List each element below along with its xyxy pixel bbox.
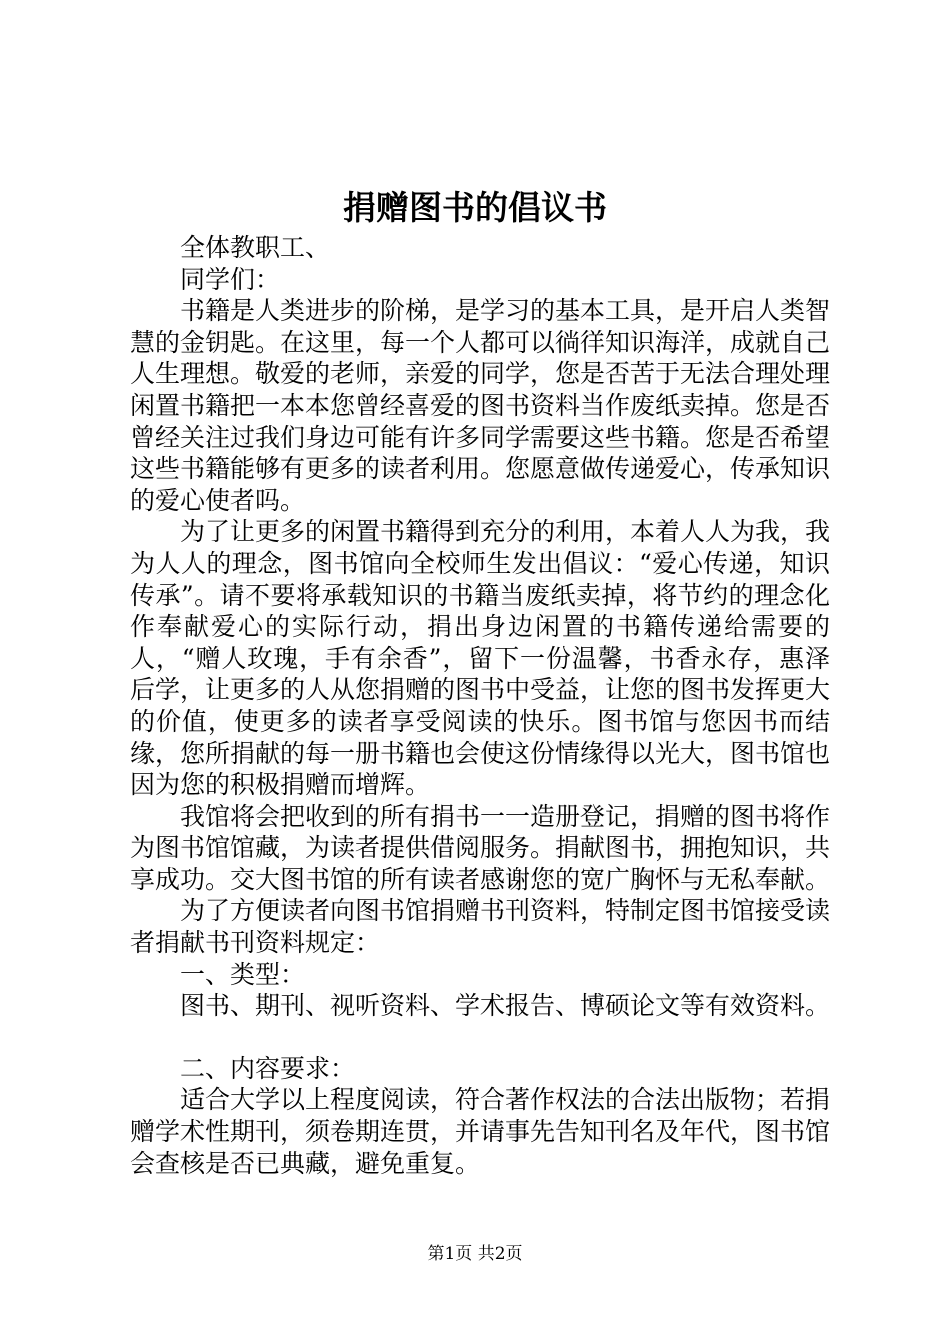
paragraph-registration: 我馆将会把收到的所有捐书一一造册登记，捐赠的图书将作为图书馆馆藏，为读者提供借阅服务。捐献图书，拥抱知识，共享成功。交大图书馆的所有读者感谢您的宽广胸怀与无私奉献。	[130, 801, 831, 894]
paragraph-type-list: 图书、期刊、视听资料、学术报告、博硕论文等有效资料。	[180, 991, 831, 1021]
document-title: 捐赠图书的倡议书	[343, 188, 607, 227]
section-heading-content: 二、内容要求：	[180, 1053, 356, 1083]
paragraph-content-requirements: 适合大学以上程度阅读，符合著作权法的合法出版物；若捐赠学术性期刊，须卷期连贯，并请事先告知刊名及年代，图书馆会查核是否已典藏，避免重复。	[130, 1085, 831, 1178]
section-heading-type: 一、类型：	[180, 959, 306, 989]
paragraph-proposal: 为了让更多的闲置书籍得到充分的利用，本着人人为我，我为人人的理念，图书馆向全校师生发出倡议：“爱心传递，知识传承”。请不要将承载知识的书籍当废纸卖掉，将节约的理念化作奉献爱心的实际行动，捐出身边闲置的书籍传递给需要的人，“赠人玫瑰，手有余香”，留下一份温馨，书香永存，惠泽后学，让更多的人从您捐赠的图书中受益，让您的图书发挥更大的价值，使更多的读者享受阅读的快乐。图书馆与您因书而结缘，您所捐献的每一册书籍也会使这份情缘得以光大，图书馆也因为您的积极捐赠而增辉。	[130, 517, 831, 800]
paragraph-intro: 书籍是人类进步的阶梯，是学习的基本工具，是开启人类智慧的金钥匙。在这里，每一个人都可以徜徉知识海洋，成就自己人生理想。敬爱的老师，亲爱的同学，您是否苦于无法合理处理闲置书籍把一本本您曾经喜爱的图书资料当作废纸卖掉。您是否曾经关注过我们身边可能有许多同学需要这些书籍。您是否希望这些书籍能够有更多的读者利用。您愿意做传递爱心，传承知识的爱心使者吗。	[130, 296, 831, 515]
salutation-line-1: 全体教职工、	[180, 233, 331, 262]
paragraph-rules-intro: 为了方便读者向图书馆捐赠书刊资料，特制定图书馆接受读者捐献书刊资料规定：	[130, 896, 831, 958]
salutation-line-2: 同学们：	[180, 264, 281, 294]
page-footer: 第1页 共2页	[427, 1244, 523, 1264]
document-body	[130, 232, 830, 1179]
